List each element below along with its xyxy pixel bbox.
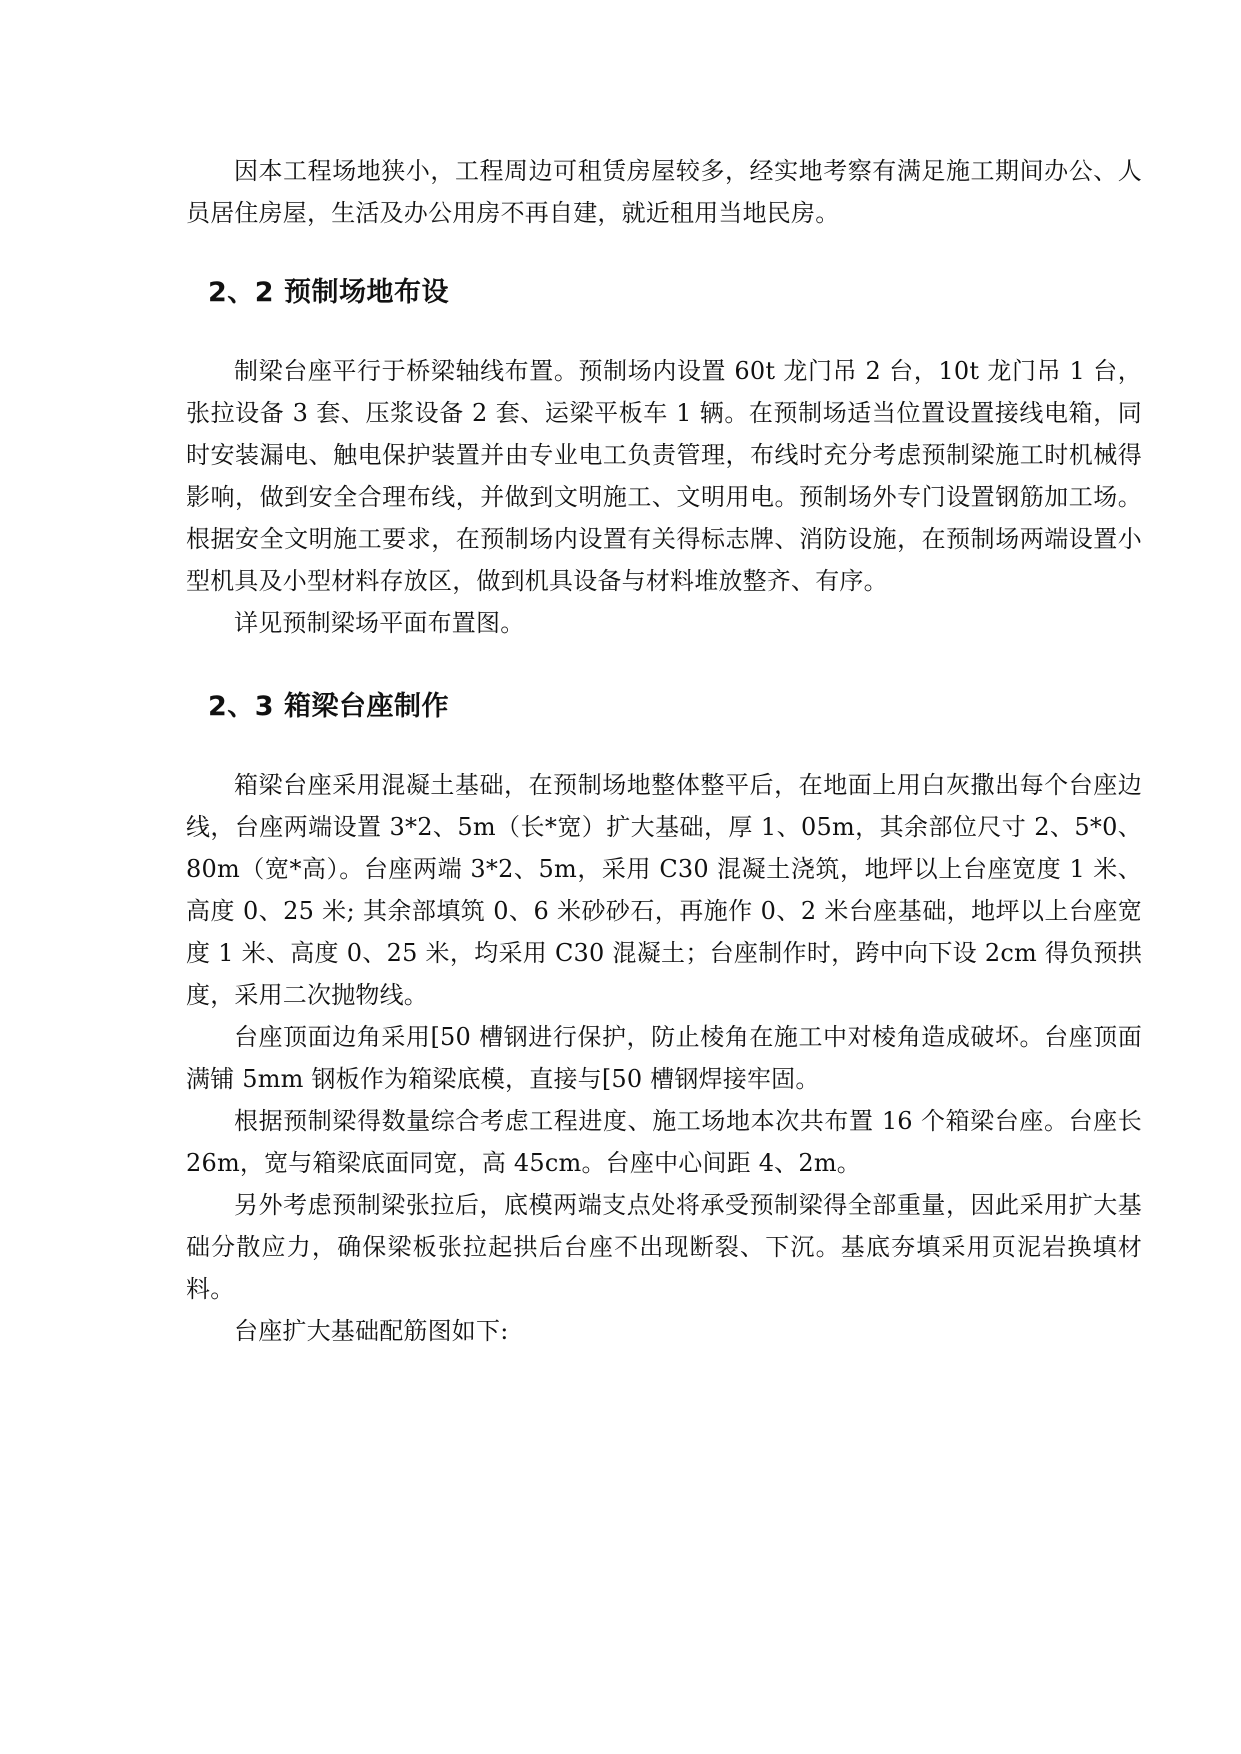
section-heading-2-2: 2、2 预制场地布设: [208, 277, 449, 308]
section-heading-2-3: 2、3 箱梁台座制作: [208, 691, 449, 722]
section-2-3-paragraph-5: 台座扩大基础配筋图如下:: [234, 1317, 509, 1345]
section-2-3-paragraph-1: 箱梁台座采用混凝土基础，在预制场地整体整平后，在地面上用白灰撒出每个台座边线，台座两端设置 3*2、5m（长*宽）扩大基础，厚 1、05m，其余部位尺寸 2、5*0、80m（宽*高）。台座两端 3*2、5m，采用 C30 混凝土浇筑，地坪以上台座宽度 1 米、高度 0、25 米; 其余部填筑 0、6 米砂砂石，再施作 0、2 米台座基础，地坪以上台座宽度 1 米、高度 0、25 米，均采用 C30 混凝土；台座制作时，跨中向下设 2cm 得负预拱度，采用二次抛物线。: [186, 771, 1142, 1009]
section-2-3-paragraph-2: 台座顶面边角采用[50 槽钢进行保护，防止棱角在施工中对棱角造成破坏。台座顶面满铺 5mm 钢板作为箱梁底模，直接与[50 槽钢焊接牢固。: [186, 1023, 1142, 1093]
intro-paragraph: 因本工程场地狭小，工程周边可租赁房屋较多，经实地考察有满足施工期间办公、人员居住房屋，生活及办公用房不再自建，就近租用当地民房。: [186, 157, 1142, 227]
section-2-2-paragraph-2: 详见预制梁场平面布置图。: [234, 609, 525, 637]
section-2-3-paragraph-3: 根据预制梁得数量综合考虑工程进度、施工场地本次共布置 16 个箱梁台座。台座长 26m，宽与箱梁底面同宽，高 45cm。台座中心间距 4、2m。: [186, 1107, 1142, 1177]
section-2-3-paragraph-4: 另外考虑预制梁张拉后，底模两端支点处将承受预制梁得全部重量，因此采用扩大基础分散应力，确保梁板张拉起拱后台座不出现断裂、下沉。基底夯填采用页泥岩换填材料。: [186, 1191, 1142, 1303]
section-2-2-paragraph-1: 制梁台座平行于桥梁轴线布置。预制场内设置 60t 龙门吊 2 台，10t 龙门吊 1 台，张拉设备 3 套、压浆设备 2 套、运梁平板车 1 辆。在预制场适当位置设置接线电箱，同时安装漏电、触电保护装置并由专业电工负责管理，布线时充分考虑预制梁施工时机械得影响，做到安全合理布线，并做到文明施工、文明用电。预制场外专门设置钢筋加工场。根据安全文明施工要求，在预制场内设置有关得标志牌、消防设施，在预制场两端设置小型机具及小型材料存放区，做到机具设备与材料堆放整齐、有序。: [186, 357, 1142, 595]
